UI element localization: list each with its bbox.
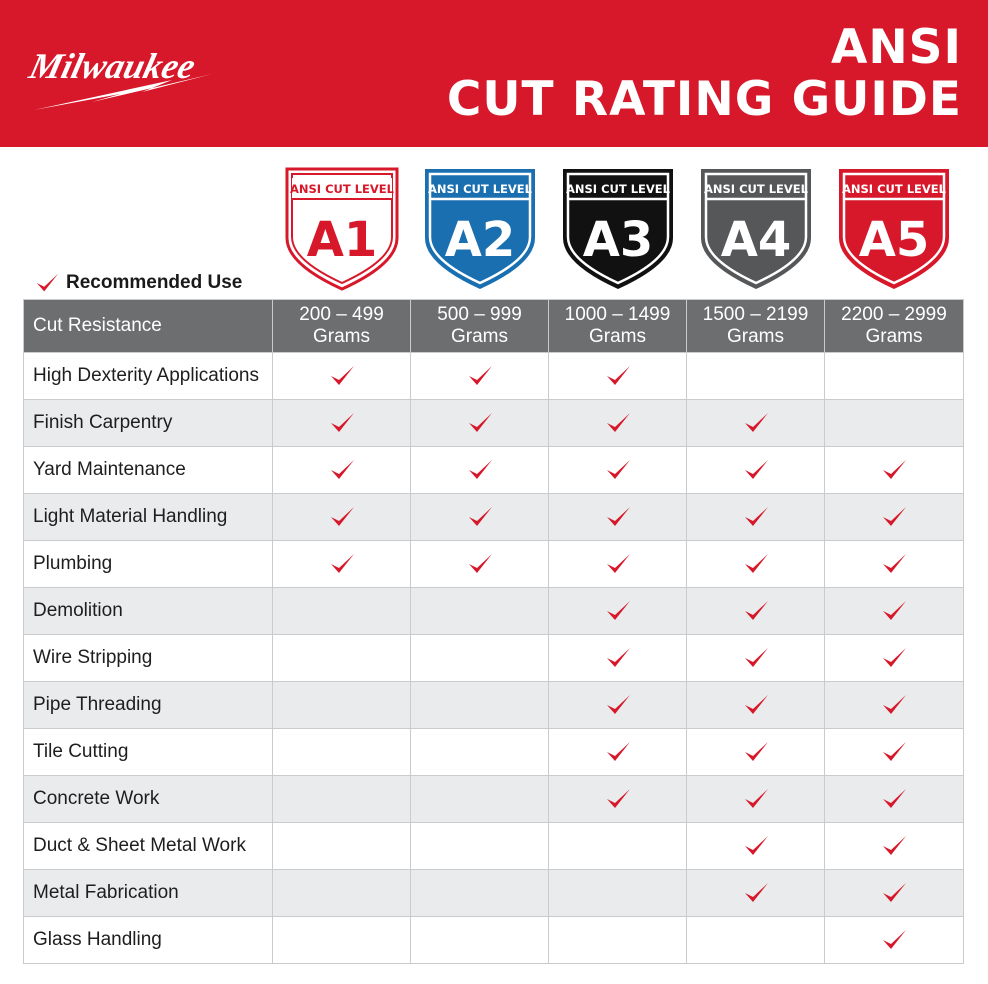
rating-cell [687, 494, 825, 541]
checkmark-icon [604, 457, 632, 483]
rating-cell [273, 400, 411, 447]
badge-a2 [417, 166, 543, 292]
rating-cell [273, 917, 411, 964]
rating-cell [273, 776, 411, 823]
application-cell: Duct & Sheet Metal Work [24, 823, 273, 870]
svg-text:Milwaukee: Milwaukee [25, 45, 200, 86]
rating-cell [273, 682, 411, 729]
checkmark-icon [880, 927, 908, 953]
rating-cell [273, 870, 411, 917]
unit-text: Grams [589, 326, 646, 347]
header-banner [0, 0, 988, 147]
rating-cell [549, 447, 687, 494]
legend [34, 268, 242, 298]
badge-a4 [693, 166, 819, 292]
checkmark-icon [604, 504, 632, 530]
checkmark-icon [742, 645, 770, 671]
rating-cell [687, 776, 825, 823]
rating-cell [549, 400, 687, 447]
rating-cell [687, 400, 825, 447]
shield-icon [279, 166, 405, 292]
rating-cell [411, 776, 549, 823]
application-cell: Tile Cutting [24, 729, 273, 776]
application-cell: Glass Handling [24, 917, 273, 964]
application-cell: Yard Maintenance [24, 447, 273, 494]
title-line-2: CUT RATING GUIDE [446, 72, 962, 127]
table-row [24, 635, 964, 682]
checkmark-icon [328, 363, 356, 389]
checkmark-icon [742, 833, 770, 859]
rating-cell [273, 353, 411, 400]
column-header [687, 300, 825, 353]
rating-cell [687, 729, 825, 776]
rating-cell [687, 447, 825, 494]
rating-cell [825, 635, 964, 682]
checkmark-icon [880, 692, 908, 718]
rating-cell [825, 917, 964, 964]
checkmark-icon [742, 551, 770, 577]
checkmark-icon [742, 786, 770, 812]
rating-cell [273, 635, 411, 682]
page-title [446, 20, 962, 127]
rating-cell [411, 917, 549, 964]
rating-cell [411, 447, 549, 494]
checkmark-icon [742, 880, 770, 906]
range-text: 1000 – 1499 [564, 304, 671, 325]
checkmark-icon [466, 457, 494, 483]
table-row [24, 447, 964, 494]
rating-cell [687, 870, 825, 917]
table-row [24, 870, 964, 917]
unit-text: Grams [313, 326, 370, 347]
rating-cell [549, 823, 687, 870]
rating-cell [411, 682, 549, 729]
rating-cell [411, 588, 549, 635]
range-text: 1500 – 2199 [702, 304, 809, 325]
checkmark-icon [880, 504, 908, 530]
rating-cell [687, 682, 825, 729]
rating-cell [687, 823, 825, 870]
checkmark-icon [742, 504, 770, 530]
title-line-1: ANSI [830, 20, 962, 75]
application-cell: Metal Fabrication [24, 870, 273, 917]
rating-cell [687, 588, 825, 635]
column-header [411, 300, 549, 353]
table-row [24, 917, 964, 964]
rating-cell [549, 494, 687, 541]
rating-cell [825, 870, 964, 917]
checkmark-icon [880, 598, 908, 624]
svg-text:ANSI CUT LEVEL: ANSI CUT LEVEL [290, 182, 394, 196]
rating-cell [411, 729, 549, 776]
rating-cell [273, 541, 411, 588]
checkmark-icon [604, 551, 632, 577]
rating-cell [687, 353, 825, 400]
rating-cell [825, 682, 964, 729]
rating-cell [273, 447, 411, 494]
checkmark-icon [604, 645, 632, 671]
table-row [24, 729, 964, 776]
rating-cell [411, 635, 549, 682]
rating-cell [549, 353, 687, 400]
badge-a3 [555, 166, 681, 292]
rating-cell [825, 729, 964, 776]
range-text: 200 – 499 [299, 304, 384, 325]
rating-cell [549, 776, 687, 823]
rating-cell [549, 635, 687, 682]
rating-cell [825, 776, 964, 823]
rating-cell [825, 400, 964, 447]
rating-cell [549, 729, 687, 776]
column-header [273, 300, 411, 353]
unit-text: Grams [727, 326, 784, 347]
rating-cell [273, 494, 411, 541]
checkmark-icon [466, 410, 494, 436]
table-header-row [24, 300, 964, 353]
rating-cell [549, 541, 687, 588]
svg-text:A4: A4 [720, 212, 792, 268]
rating-cell [273, 588, 411, 635]
checkmark-icon [604, 363, 632, 389]
milwaukee-logo [22, 28, 222, 118]
rating-cell [411, 870, 549, 917]
checkmark-icon [466, 363, 494, 389]
checkmark-icon [604, 410, 632, 436]
checkmark-icon [880, 551, 908, 577]
checkmark-icon [604, 598, 632, 624]
unit-text: Grams [865, 326, 923, 347]
shield-icon [417, 166, 543, 292]
checkmark-icon [880, 739, 908, 765]
svg-text:ANSI CUT LEVEL: ANSI CUT LEVEL [842, 182, 946, 196]
shield-icon [831, 166, 957, 292]
table-row [24, 776, 964, 823]
checkmark-icon [34, 270, 60, 296]
table-body [24, 353, 964, 964]
rating-cell [273, 729, 411, 776]
lightning-bolt-icon [22, 28, 222, 118]
rating-cell [687, 635, 825, 682]
checkmark-icon [604, 739, 632, 765]
rating-cell [825, 823, 964, 870]
rating-cell [549, 682, 687, 729]
unit-text: Grams [451, 326, 508, 347]
rating-cell [411, 823, 549, 870]
checkmark-icon [742, 692, 770, 718]
application-cell: Pipe Threading [24, 682, 273, 729]
rating-cell [687, 541, 825, 588]
legend-label: Recommended Use [66, 272, 243, 293]
checkmark-icon [742, 739, 770, 765]
cut-rating-table [23, 299, 964, 964]
svg-text:A2: A2 [444, 212, 516, 268]
rating-cell [411, 494, 549, 541]
application-cell: Wire Stripping [24, 635, 273, 682]
cut-resistance-header: Cut Resistance [24, 300, 273, 353]
application-cell: Plumbing [24, 541, 273, 588]
rating-cell [825, 447, 964, 494]
svg-text:A3: A3 [582, 212, 654, 268]
column-header [549, 300, 687, 353]
checkmark-icon [604, 692, 632, 718]
rating-cell [825, 588, 964, 635]
table-row [24, 400, 964, 447]
shield-icon [555, 166, 681, 292]
checkmark-icon [880, 880, 908, 906]
application-cell: Concrete Work [24, 776, 273, 823]
table-row [24, 823, 964, 870]
rating-cell [549, 588, 687, 635]
checkmark-icon [880, 645, 908, 671]
checkmark-icon [880, 833, 908, 859]
rating-cell [825, 353, 964, 400]
application-cell: Finish Carpentry [24, 400, 273, 447]
svg-text:ANSI CUT LEVEL: ANSI CUT LEVEL [704, 182, 808, 196]
checkmark-icon [604, 786, 632, 812]
rating-cell [549, 870, 687, 917]
checkmark-icon [328, 410, 356, 436]
table-row [24, 353, 964, 400]
checkmark-icon [880, 457, 908, 483]
rating-cell [411, 400, 549, 447]
badge-a1 [279, 166, 405, 292]
range-text: 2200 – 2999 [841, 304, 947, 325]
svg-text:A1: A1 [306, 212, 378, 268]
rating-cell [411, 353, 549, 400]
rating-cell [825, 541, 964, 588]
table-row [24, 588, 964, 635]
application-cell: High Dexterity Applications [24, 353, 273, 400]
checkmark-icon [466, 504, 494, 530]
table-row [24, 494, 964, 541]
application-cell: Light Material Handling [24, 494, 273, 541]
application-cell: Demolition [24, 588, 273, 635]
table-row [24, 541, 964, 588]
table-row [24, 682, 964, 729]
rating-cell [687, 917, 825, 964]
badge-a5 [831, 166, 957, 292]
column-header [825, 300, 964, 353]
checkmark-icon [328, 457, 356, 483]
svg-text:ANSI CUT LEVEL: ANSI CUT LEVEL [566, 182, 670, 196]
svg-text:ANSI CUT LEVEL: ANSI CUT LEVEL [428, 182, 532, 196]
checkmark-icon [880, 786, 908, 812]
checkmark-icon [742, 457, 770, 483]
rating-cell [825, 494, 964, 541]
rating-cell [549, 917, 687, 964]
checkmark-icon [742, 598, 770, 624]
checkmark-icon [466, 551, 494, 577]
shield-icon [693, 166, 819, 292]
svg-text:A5: A5 [858, 212, 930, 268]
checkmark-icon [328, 551, 356, 577]
checkmark-icon [328, 504, 356, 530]
rating-cell [411, 541, 549, 588]
rating-cell [273, 823, 411, 870]
range-text: 500 – 999 [437, 304, 522, 325]
checkmark-icon [742, 410, 770, 436]
